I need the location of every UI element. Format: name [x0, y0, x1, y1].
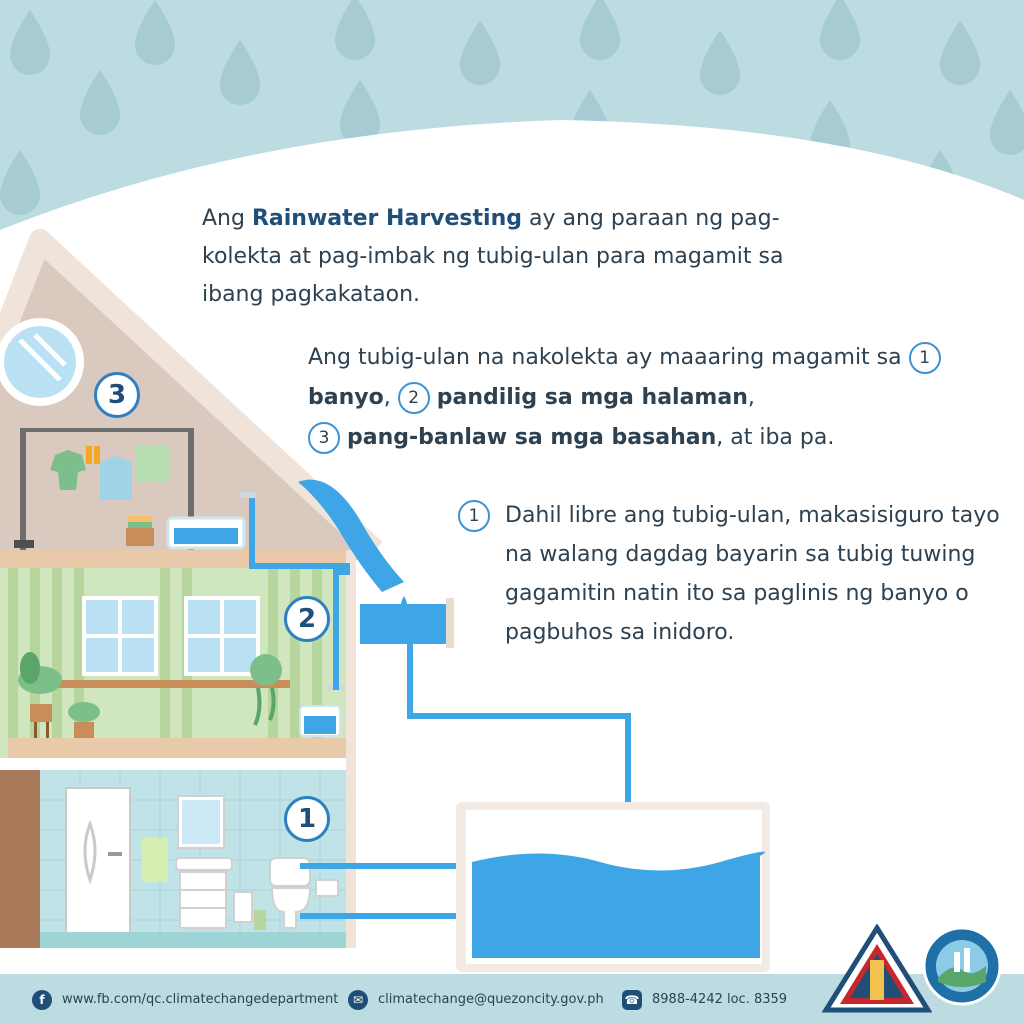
uses-paragraph	[308, 338, 948, 458]
phone-number: 8988-4242 loc. 8359	[652, 992, 788, 1007]
intro-paragraph	[202, 200, 802, 314]
email-link[interactable]: climatechange@quezoncity.gov.ph	[378, 992, 604, 1007]
use-2-number: 2	[398, 382, 430, 414]
stored-water	[472, 852, 765, 958]
note-number: 1	[458, 500, 490, 532]
intro-highlight: Rainwater Harvesting	[251, 206, 522, 231]
facebook-icon: f	[32, 990, 52, 1010]
quezon-city-seal	[822, 924, 932, 1016]
bathroom-door	[66, 788, 130, 938]
phone-icon: ☎	[622, 990, 642, 1010]
use-2-label: pandilig sa mga halaman	[436, 385, 748, 410]
mail-icon: ✉	[348, 990, 368, 1010]
towel	[136, 446, 170, 482]
badge-bathroom: 1	[284, 796, 330, 842]
badge-attic: 3	[94, 372, 140, 418]
gutter-tank	[360, 604, 450, 644]
intro-prefix: Ang	[202, 206, 252, 231]
department-seal	[922, 926, 1002, 1006]
use-3-label: pang-banlaw sa mga basahan	[347, 425, 717, 450]
facebook-link[interactable]: www.fb.com/qc.climatechangedepartment	[62, 992, 339, 1007]
use-1-after: ,	[383, 385, 391, 410]
badge-garden: 2	[284, 596, 330, 642]
uses-lead: Ang tubig-ulan na nakolekta ay maaaring magamit sa	[308, 345, 902, 370]
use-2-after: ,	[747, 385, 755, 410]
intro-rest: ay ang paraan ng pag-kolekta at pag-imbak ng tubig-ulan para magamit sa ibang pagkakataon.	[202, 206, 784, 307]
use-3-after: , at iba pa.	[716, 425, 835, 450]
note-paragraph: Dahil libre ang tubig-ulan, makasisiguro tayo na walang dagdag bayarin sa tubig tuwing gagamitin natin ito sa paglinis ng banyo o pagbuhos sa inidoro.	[505, 503, 1000, 645]
door-frame	[0, 770, 40, 948]
use-1-label: banyo	[308, 385, 384, 410]
use-1-number: 1	[909, 342, 941, 374]
jacket	[100, 456, 132, 500]
use-3-number: 3	[308, 422, 340, 454]
toilet-tank	[270, 858, 310, 886]
